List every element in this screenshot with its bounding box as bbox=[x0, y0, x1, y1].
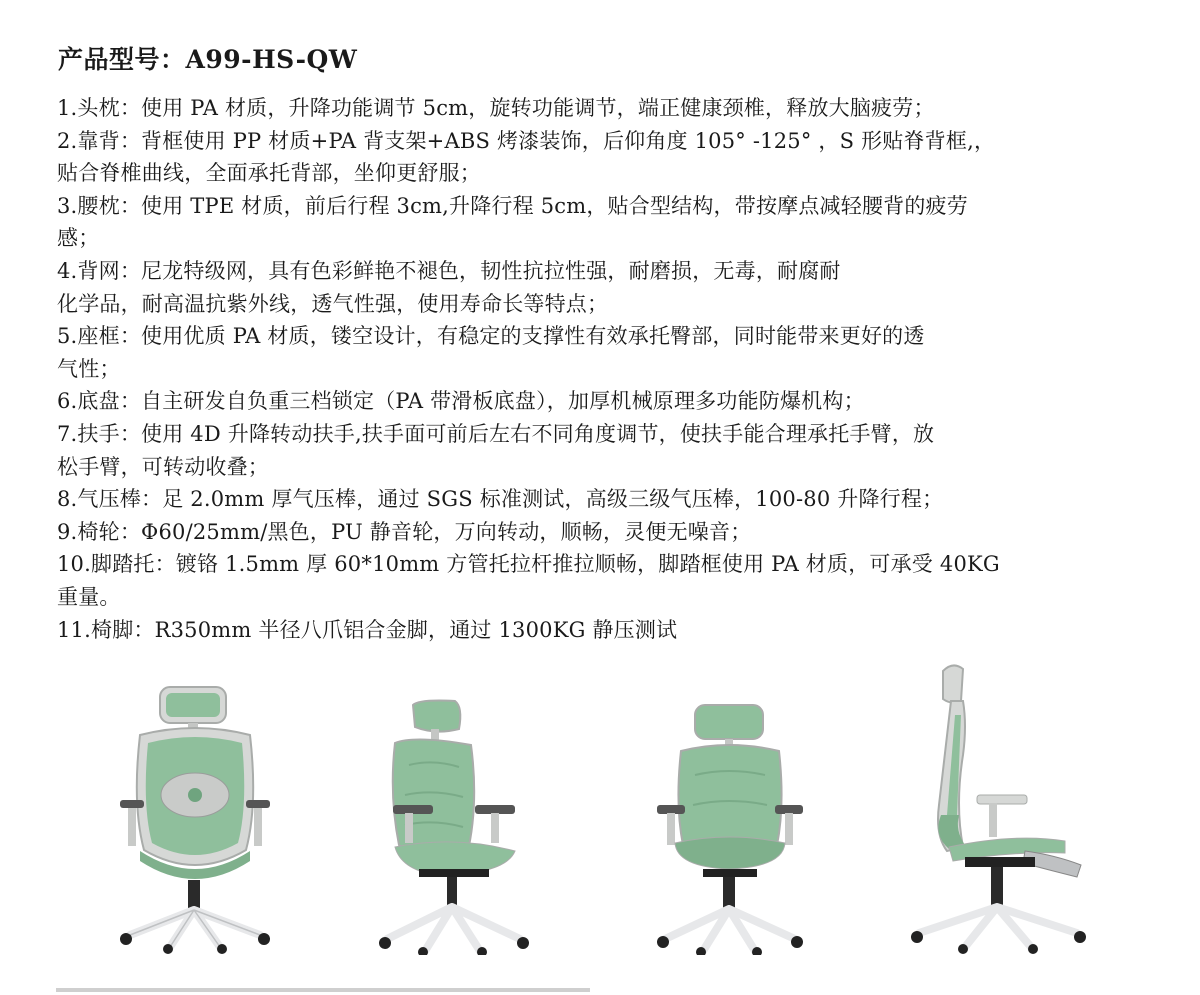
spec-line: 贴合脊椎曲线，全面承托背部，坐仰更舒服； bbox=[57, 161, 481, 186]
spec-line: 3.腰枕：使用 TPE 材质，前后行程 3cm,升降行程 5cm，贴合型结构，带按摩点减轻腰背的疲劳 bbox=[57, 193, 968, 218]
spec-line: 9.椅轮：Φ60/25mm/黑色，PU 静音轮，万向转动，顺畅，灵便无噪音； bbox=[57, 519, 752, 544]
chair-three-quarter-left-view bbox=[375, 655, 535, 955]
spec-line: 1.头枕：使用 PA 材质，升降功能调节 5cm，旋转功能调节，端正健康颈椎，释放大脑疲劳； bbox=[57, 96, 935, 120]
spec-line: 7.扶手：使用 4D 升降转动扶手,扶手面可前后左右不同角度调节，使扶手能合理承托手臂，放 bbox=[57, 421, 935, 446]
spec-line: 8.气压棒：足 2.0mm 厚气压棒，通过 SGS 标准测试，高级三级气压棒，100-80 升降行程； bbox=[57, 487, 944, 512]
spec-line: 6.底盘：自主研发自负重三档锁定（PA 带滑板底盘），加厚机械原理多功能防爆机构； bbox=[57, 389, 865, 414]
chair-images-row bbox=[0, 655, 1200, 955]
chair-front-view bbox=[655, 655, 805, 955]
spec-line: 4.背网：尼龙特级网，具有色彩鲜艳不褪色，韧性抗拉性强，耐磨损，无毒，耐腐耐 bbox=[57, 258, 841, 283]
spec-line: 感； bbox=[57, 226, 100, 251]
chair-side-view bbox=[905, 655, 1090, 955]
spec-line: 2.靠背：背框使用 PP 材质+PA 背支架+ABS 烤漆装饰，后仰角度 105° -125° ，S 形贴脊背框,， bbox=[57, 128, 996, 153]
spec-line: 11.椅脚：R350mm 半径八爪铝合金脚，通过 1300KG 静压测试 bbox=[57, 617, 678, 642]
spec-list bbox=[57, 92, 1147, 646]
spec-line: 化学品，耐高温抗紫外线，透气性强，使用寿命长等特点； bbox=[57, 291, 609, 316]
bottom-divider bbox=[56, 988, 590, 992]
spec-line: 气性； bbox=[57, 356, 121, 381]
product-model-title: 产品型号：A99-HS-QW bbox=[58, 45, 358, 74]
spec-line: 松手臂，可转动收叠； bbox=[57, 454, 269, 479]
spec-line: 5.座框：使用优质 PA 材质，镂空设计，有稳定的支撑性有效承托臀部，同时能带来更好的透 bbox=[57, 324, 925, 349]
spec-line: 10.脚踏托：镀铬 1.5mm 厚 60*10mm 方管托拉杆推拉顺畅，脚踏框使用 PA 材质，可承受 40KG bbox=[57, 552, 1000, 577]
chair-back-view bbox=[110, 655, 280, 955]
spec-line: 重量。 bbox=[57, 584, 121, 609]
